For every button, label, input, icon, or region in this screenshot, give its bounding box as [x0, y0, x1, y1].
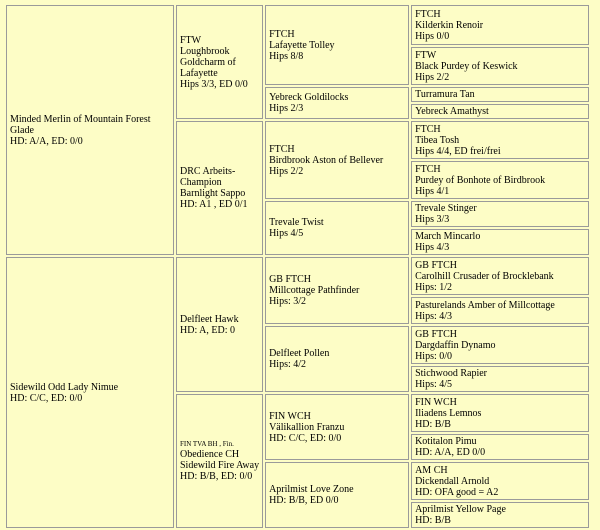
sire-sire-cell [176, 5, 263, 119]
ancestor-line: Loughbrook [180, 45, 230, 57]
ancestor-line: Dargdaffin Dynamo [415, 339, 496, 351]
ancestor-line: Hips: 4/5 [415, 379, 453, 390]
ancestor-line: HD: A, ED: 0 [180, 324, 235, 336]
sddd-cell [411, 229, 589, 255]
ancestor-line: Birdbrook Aston of Bellever [269, 154, 384, 166]
ancestor-line: Hips 4/3 [415, 242, 450, 253]
ancestor-line: Kotitalon Pimu [415, 436, 477, 447]
ancestor-line: HD: B/B [415, 515, 451, 526]
ancestor-line: Delfleet Hawk [180, 313, 239, 325]
ancestor-line: Hips 0/0 [415, 30, 450, 42]
ancestor-line: HD: C/C, ED: 0/0 [269, 432, 342, 444]
sire-cell [6, 5, 174, 255]
ancestor-line: Dickendall Arnold [415, 475, 490, 487]
ancestor-line: Trevale Twist [269, 217, 324, 228]
dam-sire-cell [176, 257, 263, 392]
ancestor-line: FIN WCH [415, 396, 457, 408]
ddd-cell [265, 462, 409, 528]
ancestor-line: Hips: 1/2 [415, 281, 453, 293]
dam-dam-cell [176, 394, 263, 528]
ancestor-line: FTCH [415, 123, 441, 135]
ancestor-line: Tibea Tosh [415, 134, 460, 146]
sdsd-cell [411, 161, 589, 199]
sire-dam-cell [176, 121, 263, 255]
ancestor-line: Stichwood Rapier [415, 368, 488, 379]
ancestor-line: Sidewild Fire Away [180, 460, 260, 471]
sdss-cell [411, 121, 589, 159]
ancestor-line: Lafayette Tolley [269, 39, 335, 51]
ancestor-line: HD: A/A, ED 0/0 [415, 447, 486, 458]
dddd-cell [411, 502, 589, 528]
ancestor-line: Hips: 4/3 [415, 310, 453, 322]
ddsd-cell [411, 434, 589, 460]
ancestor-line: Aprilmist Love Zone [269, 484, 354, 495]
ancestor-line: Hips: 4/2 [269, 359, 307, 370]
ancestor-line: Goldcharm of [180, 56, 236, 68]
ancestor-line: Carolhill Crusader of Brocklebank [415, 270, 554, 282]
ancestor-line: HD: B/B, ED: 0/0 [180, 471, 253, 482]
ancestor-line: Champion [180, 177, 222, 188]
ancestor-line: HD: B/B [415, 418, 451, 430]
ancestor-title-small: FIN TVA BH , Fin. [180, 440, 234, 448]
ancestor-line: FTW [415, 49, 437, 61]
ssds-cell [411, 87, 589, 102]
dssd-cell [411, 297, 589, 324]
ancestor-line: March Mincarlo [415, 231, 481, 242]
ancestor-line: Yebreck Goldilocks [269, 92, 349, 103]
pedigree-table [4, 3, 591, 530]
ancestor-line: GB FTCH [415, 259, 458, 271]
ssd-cell [265, 87, 409, 119]
sdds-cell [411, 201, 589, 227]
sssd-cell [411, 47, 589, 85]
ancestor-line: FTCH [269, 28, 295, 40]
dam-health: HD: C/C, ED: 0/0 [10, 392, 83, 404]
ancestor-line: Pasturelands Amber of Millcottage [415, 299, 555, 311]
sss-cell [265, 5, 409, 85]
ancestor-line: Hips 2/2 [269, 165, 304, 177]
ancestor-line: HD: OFA good = A2 [415, 486, 499, 498]
ancestor-line: HD: A1 , ED 0/1 [180, 199, 248, 210]
dsss-cell [411, 257, 589, 295]
ancestor-line: HD: B/B, ED 0/0 [269, 495, 339, 506]
sire-name: Minded Merlin of Mountain Forest Glade [10, 113, 151, 136]
ssdd-cell [411, 104, 589, 119]
sds-cell [265, 121, 409, 199]
dam-cell [6, 257, 174, 528]
ancestor-line: Black Purdey of Keswick [415, 60, 518, 72]
ancestor-line: Hips 8/8 [269, 50, 304, 62]
dsds-cell [411, 326, 589, 364]
ancestor-line: DRC Arbeits- [180, 166, 236, 177]
ddss-cell [411, 394, 589, 432]
ancestor-line: AM CH [415, 464, 448, 476]
ddds-cell [411, 462, 589, 500]
ancestor-line: FTCH [415, 8, 441, 20]
ancestor-line: Obedience CH [180, 449, 240, 460]
dds-cell [265, 394, 409, 460]
sire-health: HD: A/A, ED: 0/0 [10, 135, 83, 147]
ancestor-line: FIN WCH [269, 410, 311, 422]
ancestor-line: Hips 2/2 [415, 71, 450, 83]
ancestor-line: Hips 4/4, ED frei/frei [415, 145, 501, 157]
ancestor-line: Delfleet Pollen [269, 348, 330, 359]
ancestor-line: Hips 3/3 [415, 214, 450, 225]
dam-name: Sidewild Odd Lady Nimue [10, 381, 119, 393]
ancestor-line: Turramura Tan [415, 89, 475, 100]
ssss-cell [411, 5, 589, 45]
ancestor-line: Hips: 0/0 [415, 350, 453, 362]
ancestor-line: Hips 4/1 [415, 185, 450, 197]
ancestor-line: Millcottage Pathfinder [269, 285, 360, 296]
ancestor-line: Hips 2/3 [269, 103, 304, 114]
ancestor-line: FTCH [415, 163, 441, 175]
ancestor-line: GB FTCH [269, 274, 312, 285]
dss-cell [265, 257, 409, 324]
ancestor-line: Trevale Stinger [415, 203, 477, 214]
dsd-cell [265, 326, 409, 392]
ancestor-line: Yebreck Amathyst [415, 106, 489, 117]
dsdd-cell [411, 366, 589, 392]
ancestor-line: Hips 3/3, ED 0/0 [180, 78, 248, 90]
ancestor-line: Välikallion Franzu [269, 421, 345, 433]
ancestor-line: Lafayette [180, 67, 218, 79]
ancestor-line: FTW [180, 34, 202, 46]
sdd-cell [265, 201, 409, 255]
ancestor-line: Iliadens Lemnos [415, 407, 482, 419]
ancestor-line: FTCH [269, 143, 295, 155]
ancestor-line: Hips 4/5 [269, 228, 304, 239]
ancestor-line: GB FTCH [415, 328, 458, 340]
ancestor-line: Purdey of Bonhote of Birdbrook [415, 174, 546, 186]
ancestor-line: Hips: 3/2 [269, 296, 307, 307]
ancestor-line: Aprilmist Yellow Page [415, 504, 506, 515]
ancestor-line: Barnlight Sappo [180, 188, 246, 199]
ancestor-line: Kilderkin Renoir [415, 19, 484, 31]
